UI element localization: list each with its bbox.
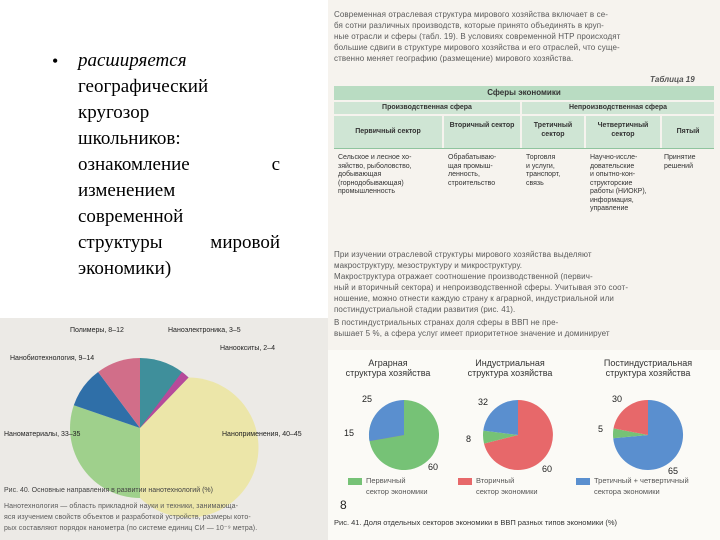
pie-callout-label: Наноматериалы, 33–35: [4, 431, 81, 438]
left-text-line: рых составляют порядок нанометра (по системе единиц СИ — 10⁻⁹ метра).: [4, 525, 258, 532]
textbook-page-right: [328, 0, 720, 540]
left-text-line: Нанотехнология — область прикладной науки и техники, занимающа-: [4, 503, 239, 510]
bullet-line: современной: [78, 206, 184, 227]
bullet-word: с: [271, 154, 280, 175]
table-title: Сферы экономики: [334, 86, 714, 100]
table-col-header: Четвертичный сектор: [586, 116, 660, 148]
pie-callout-label: Наноэлектроника, 3–5: [168, 327, 241, 334]
para-line: ный и вторичный сектора) и непроизводственной сферы. Учитывая это соот-: [334, 283, 629, 292]
pie-title-line: Постиндустриальная: [603, 358, 693, 368]
intro-line: Современная отраслевая структура мирового хозяйства включает в се-: [334, 10, 609, 19]
para-line: ношение, можно отнести каждую страну к аграрной, индустриальной или: [334, 294, 614, 303]
table-cell: Принятие решений: [664, 154, 696, 170]
pie-label: 60: [542, 464, 553, 474]
legend-swatch: [576, 478, 590, 485]
para-line: макроструктуру, мезоструктуру и микроструктуру.: [334, 261, 523, 270]
pie-label: 65: [668, 466, 679, 476]
intro-line: ные отрасли и сферы (табл. 19). В условиях современной НТР происходят: [334, 32, 621, 41]
pie-label: 8: [466, 434, 472, 444]
legend-label: Первичный сектор экономики: [366, 476, 428, 496]
intro-line: ственно меняет географию (размещение) мирового хозяйства.: [334, 54, 574, 63]
figure-caption: Рис. 41. Доля отдельных секторов экономики в ВВП разных типов экономики (%): [334, 518, 618, 527]
table-cell: Торговля и услуги, транспорт, связь: [526, 154, 561, 187]
pie-title-line: Аграрная: [368, 358, 408, 368]
pie-title-line: структура хозяйства: [467, 368, 553, 378]
bullet-line: расширяется: [78, 50, 187, 71]
legend-swatch: [458, 478, 472, 485]
figure-caption: Рис. 40. Основные направления в развитии нанотехнологий (%): [4, 487, 213, 494]
table-col-header: Первичный сектор: [334, 116, 442, 148]
bullet-line: изменением: [78, 180, 176, 201]
para-line: постиндустриальной стадии развития (рис. 41).: [334, 305, 516, 314]
bullet-dot: •: [52, 51, 59, 71]
legend-label: Третичный + четвертичный сектора экономики: [594, 476, 689, 496]
pie-title-line: структура хозяйства: [605, 368, 691, 378]
textbook-page-left: [0, 318, 328, 540]
pie-title-line: Индустриальная: [475, 358, 545, 368]
pie-label: 32: [478, 397, 489, 407]
pie-callout-label: Нанобиотехнология, 9–14: [10, 355, 95, 362]
table-col-header: Третичный сектор: [522, 116, 584, 148]
table-sphere-nonproduction: Непроизводственная сфера: [522, 102, 714, 114]
para-line: При изучении отраслевой структуры мирового хозяйства выделяют: [334, 250, 592, 259]
bullet-line: географический: [78, 76, 209, 97]
pie-postindustrial: [613, 400, 683, 470]
pie-callout-label: Полимеры, 8–12: [70, 327, 124, 334]
bullet-line: кругозор: [78, 102, 150, 123]
para-line: Макроструктура отражает соотношение производственной (первич-: [334, 272, 593, 281]
pie-title-industrial: [468, 358, 553, 378]
left-text-line: яся изучением свойств объектов и разработкой устройств, размеры кото-: [4, 514, 251, 521]
table-cell: Научно-иссле- довательские и опытно-кон- структорские работы (НИОКР), информация, управление: [590, 154, 647, 212]
sectors-table: [334, 86, 714, 246]
bullet-word: мировой: [210, 232, 280, 253]
sector-pies: [328, 350, 720, 540]
table-cell: Обрабатываю- щая промыш- ленность, строительство: [448, 154, 497, 187]
bullet-word: ознакомление: [78, 154, 190, 175]
intro-line: бя сотни различных производств, которые принято объединять в круп-: [334, 21, 604, 30]
pie-label: 5: [598, 424, 604, 434]
pie-label: 25: [362, 394, 373, 404]
pie-callout-label: Наноприменения, 40–45: [222, 431, 302, 438]
table-divider: [334, 148, 714, 149]
intro-line: большие сдвиги в структуре мирового хозяйства и его отраслей, что суще-: [334, 43, 620, 52]
bullet-word: структуры: [78, 232, 163, 253]
pie-industrial: [483, 400, 553, 470]
table-cell: Сельское и лесное хо- зяйство, рыболовство, добывающая (горнодобывающая) промышленность: [338, 154, 412, 195]
bullet-line: [78, 230, 280, 256]
bullet-text: [78, 48, 280, 282]
legend-swatch: [348, 478, 362, 485]
pie-title-line: структура хозяйства: [345, 368, 431, 378]
table-col-header: Вторичный сектор: [444, 116, 520, 148]
pie-callout-label: Наноокситы, 2–4: [220, 345, 275, 352]
pie-label: 30: [612, 394, 623, 404]
pie-title-postindustrial: [604, 358, 692, 378]
table-sphere-production: Производственная сфера: [334, 102, 520, 114]
page-number: 8: [340, 498, 347, 512]
para-line: В постиндустриальных странах доля сферы в ВВП не пре-: [334, 318, 559, 327]
bullet-line: [78, 152, 280, 178]
pie-label: 60: [428, 462, 439, 472]
table-caption: Таблица 19: [650, 75, 695, 84]
para-line: вышает 5 %, а сфера услуг имеет приоритетное значение и доминирует: [334, 329, 610, 338]
legend-label: Вторичный сектор экономики: [476, 476, 538, 496]
pie-agrarian: [369, 400, 439, 470]
bullet-line: школьников:: [78, 128, 181, 149]
table-col-header: Пятый: [662, 116, 714, 148]
pie-label: 15: [344, 428, 355, 438]
bullet-line: экономики): [78, 258, 172, 279]
